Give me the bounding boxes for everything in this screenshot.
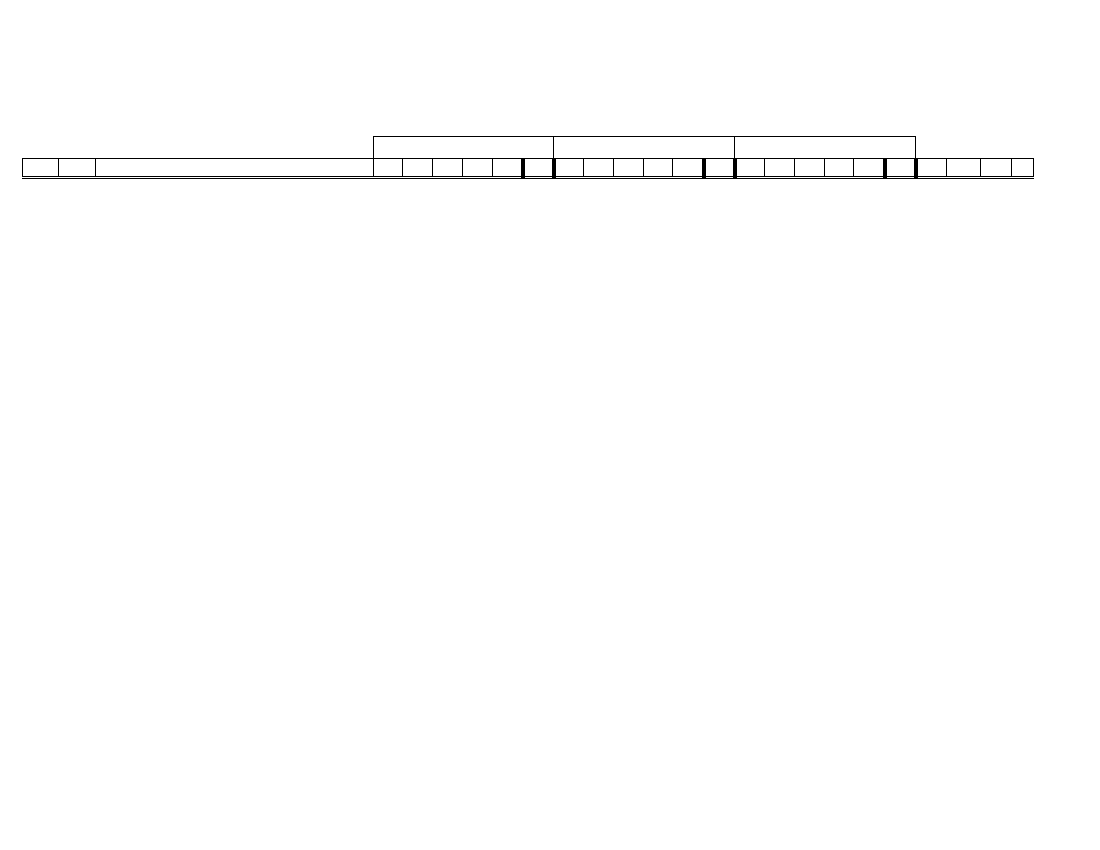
col-j2-2 — [584, 159, 614, 178]
judge-3-header — [734, 136, 916, 158]
col-tmo — [947, 159, 981, 178]
col-j3-ord — [885, 159, 916, 178]
col-name — [96, 159, 374, 178]
col-j2-1 — [554, 159, 584, 178]
col-j3-sum — [854, 159, 885, 178]
results-table — [22, 158, 1034, 179]
col-j1-3 — [433, 159, 463, 178]
col-j1-1 — [374, 159, 403, 178]
col-j2-sum — [673, 159, 704, 178]
col-j1-2 — [403, 159, 433, 178]
col-j3-4 — [825, 159, 854, 178]
judge-2-header — [553, 136, 735, 158]
col-j1-4 — [463, 159, 493, 178]
col-j3-1 — [735, 159, 765, 178]
col-j3-2 — [765, 159, 795, 178]
header-row — [23, 159, 1034, 178]
judge-1-header — [373, 136, 554, 158]
col-j3-3 — [795, 159, 825, 178]
col-mo — [916, 159, 947, 178]
col-j2-4 — [644, 159, 673, 178]
col-place — [23, 159, 59, 178]
col-j2-3 — [614, 159, 644, 178]
col-rule — [981, 159, 1012, 178]
col-cont — [59, 159, 96, 178]
col-j1-ord — [523, 159, 554, 178]
col-j2-ord — [704, 159, 735, 178]
col-j1-sum — [493, 159, 523, 178]
col-so — [1012, 159, 1034, 178]
